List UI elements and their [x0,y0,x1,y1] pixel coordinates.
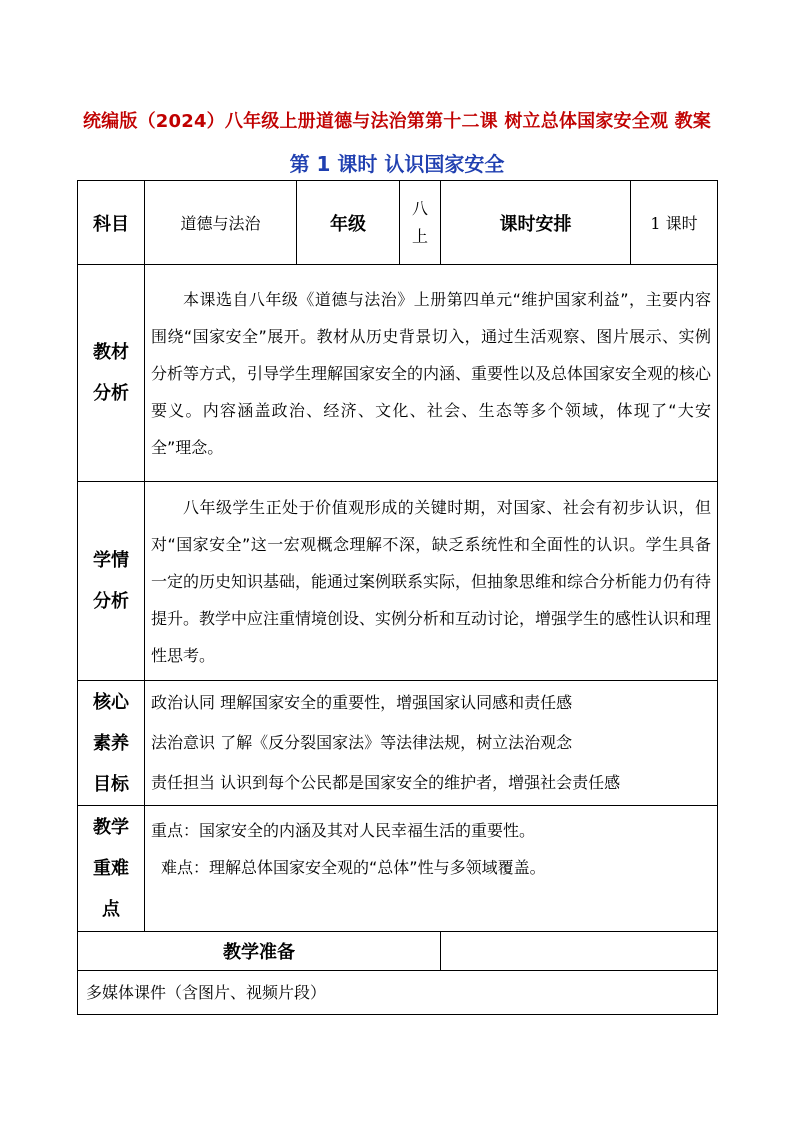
grade-value [400,181,441,265]
subject-label: 科目 [78,181,145,265]
grade-value-char-2: 上 [411,226,428,246]
prep-value-row [78,971,718,1015]
grade-label: 年级 [297,181,400,265]
key-points-content [145,806,718,932]
key-points-row [78,806,718,932]
key-label-2: 重难 [93,858,129,879]
material-label-2: 分析 [93,383,129,404]
subject-value: 道德与法治 [145,181,297,265]
core-label-1: 核心 [93,691,129,713]
schedule-label: 课时安排 [441,181,631,265]
students-row [78,482,718,681]
lesson-plan-table [77,180,718,1015]
core-goal-law: 法治意识 了解《反分裂国家法》等法律法规，树立法治观念 [151,733,573,752]
schedule-value: 1 课时 [631,181,718,265]
core-literacy-goals [145,681,718,806]
prep-header-row [78,932,718,971]
core-label-3: 目标 [93,773,129,795]
material-analysis-text: 本课选自八年级《道德与法治》上册第四单元“维护国家利益”，主要内容围绕“国家安全”展开。教材从历史背景切入，通过生活观察、图片展示、实例分析等方式，引导学生理解国家安全的内涵、重要性以及总体国家安全观的核心要义。内容涵盖政治、经济、文化、社会、生态等多个领域，体现了“大安全”理念。 [145,265,718,482]
students-label-2: 分析 [93,591,129,612]
core-literacy-label [78,681,145,806]
students-analysis-text: 八年级学生正处于价值观形成的关键时期，对国家、社会有初步认识，但对“国家安全”这一宏观概念理解不深，缺乏系统性和全面性的认识。学生具备一定的历史知识基础，能通过案例联系实际，但抽象思维和综合分析能力仍有待提升。教学中应注重情境创设、实例分析和互动讨论，增强学生的感性认识和理性思考。 [145,482,718,681]
material-row [78,265,718,482]
difficult-point: 难点：理解总体国家安全观的“总体”性与多领域覆盖。 [161,858,546,877]
lesson-subtitle: 第 1 课时 认识国家安全 [289,152,505,176]
core-label-2: 素养 [93,732,129,754]
material-label [78,265,145,482]
students-label [78,482,145,681]
key-point: 重点：国家安全的内涵及其对人民幸福生活的重要性。 [151,821,536,840]
core-literacy-row [78,681,718,806]
prep-label: 教学准备 [78,932,441,971]
info-row [78,181,718,265]
students-label-1: 学情 [93,550,129,571]
core-goal-political: 政治认同 理解国家安全的重要性，增强国家认同感和责任感 [151,693,573,712]
key-label-3: 点 [102,899,120,920]
material-label-1: 教材 [93,342,129,363]
key-label-1: 教学 [93,817,129,838]
core-goal-responsibility: 责任担当 认识到每个公民都是国家安全的维护者，增强社会责任感 [151,773,621,792]
grade-value-char-1: 八 [411,198,428,218]
prep-empty-cell [441,932,718,971]
document-title: 统编版（2024）八年级上册道德与法治第第十二课 树立总体国家安全观 教案 [82,111,712,132]
key-points-label [78,806,145,932]
prep-value: 多媒体课件（含图片、视频片段） [78,971,718,1015]
